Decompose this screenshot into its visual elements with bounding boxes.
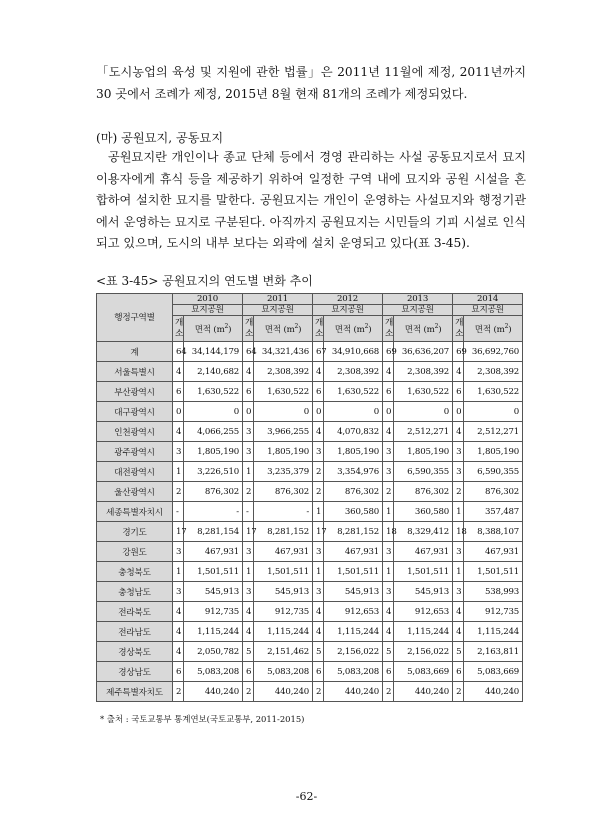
area-cell: 8,281,152 [254,522,313,542]
area-cell: 876,302 [394,482,453,502]
area-cell: 912,735 [184,602,243,622]
table-body [97,342,523,702]
count-cell: 3 [313,542,324,562]
count-cell: 1 [243,462,254,482]
area-header: 면적 $(m^2)$ [324,316,383,342]
count-header: 개 소 [453,316,464,342]
count-cell: 4 [173,362,184,382]
area-cell: 876,302 [464,482,523,502]
area-cell: 3,235,379 [254,462,313,482]
table-row [97,582,523,602]
area-cell: 1,805,190 [324,442,383,462]
count-cell: 6 [453,662,464,682]
count-cell: 69 [383,342,394,362]
area-cell: 1,115,244 [464,622,523,642]
area-cell: 1,630,522 [324,382,383,402]
count-cell: 3 [383,442,394,462]
count-header: 개 소 [313,316,324,342]
area-cell: 4,066,255 [184,422,243,442]
count-cell: 64 [173,342,184,362]
count-cell: 4 [313,422,324,442]
table-row [97,522,523,542]
area-cell: 357,487 [464,502,523,522]
count-cell: 1 [453,502,464,522]
area-cell: 1,501,511 [324,562,383,582]
year-header: 2014 [453,294,523,305]
area-cell: 2,151,462 [254,642,313,662]
area-cell: 1,805,190 [464,442,523,462]
count-cell: 3 [453,582,464,602]
region-name: 인천광역시 [97,422,173,442]
count-cell: 17 [313,522,324,542]
count-cell: 5 [383,642,394,662]
year-header: 2012 [313,294,383,305]
area-cell: 467,931 [184,542,243,562]
area-cell: 5,083,208 [254,662,313,682]
count-cell: 0 [243,402,254,422]
area-cell: 876,302 [254,482,313,502]
section-heading: (마) 공원묘지, 공동묘지 [96,131,224,145]
table-row [97,462,523,482]
area-header: 면적 $(m^2)$ [464,316,523,342]
area-cell: 1,115,244 [394,622,453,642]
area-cell: 1,630,522 [464,382,523,402]
area-cell: 3,966,255 [254,422,313,442]
region-name: 부산광역시 [97,382,173,402]
table-row [97,542,523,562]
table-row [97,562,523,582]
area-cell: 34,144,179 [184,342,243,362]
area-cell: - [254,502,313,522]
count-cell: 4 [313,622,324,642]
count-cell: 2 [313,682,324,702]
count-cell: 4 [173,622,184,642]
area-cell: 538,993 [464,582,523,602]
table-row [97,502,523,522]
area-cell: 912,735 [254,602,313,622]
region-name: 충청남도 [97,582,173,602]
area-cell: 2,512,271 [464,422,523,442]
area-cell: 1,630,522 [184,382,243,402]
area-cell: 467,931 [324,542,383,562]
table-row [97,362,523,382]
region-name: 충청북도 [97,562,173,582]
year-header: 2011 [243,294,313,305]
count-cell: 6 [173,662,184,682]
count-cell: 4 [313,602,324,622]
area-cell: 1,501,511 [184,562,243,582]
area-cell: 1,501,511 [464,562,523,582]
area-cell: 467,931 [254,542,313,562]
area-cell: 5,083,669 [464,662,523,682]
area-cell: 360,580 [394,502,453,522]
count-cell: 6 [173,382,184,402]
count-cell: 1 [383,502,394,522]
count-header: 개 소 [243,316,254,342]
area-cell: 8,281,154 [184,522,243,542]
count-cell: 3 [243,542,254,562]
count-cell: 5 [313,642,324,662]
year-header: 2010 [173,294,243,305]
subheader-cemetery-park: 묘지공원 [313,305,383,316]
count-cell: 4 [453,602,464,622]
region-name: 경기도 [97,522,173,542]
area-cell: 440,240 [184,682,243,702]
region-name: 울산광역시 [97,482,173,502]
table-row [97,422,523,442]
area-cell: 8,388,107 [464,522,523,542]
subheader-cemetery-park: 묘지공원 [453,305,523,316]
count-cell: 4 [243,622,254,642]
count-cell: 2 [243,682,254,702]
area-cell: 2,308,392 [394,362,453,382]
area-cell: 3,354,976 [324,462,383,482]
area-cell: 2,140,682 [184,362,243,382]
count-cell: 1 [243,562,254,582]
area-cell: 1,115,244 [184,622,243,642]
count-cell: 3 [313,582,324,602]
count-cell: 18 [383,522,394,542]
table-row [97,382,523,402]
count-cell: 1 [313,502,324,522]
count-header: 개 소 [383,316,394,342]
area-header: 면적 $(m^2)$ [394,316,453,342]
count-cell: 4 [453,422,464,442]
area-cell: 2,156,022 [394,642,453,662]
table-caption: <표 3-45> 공원묘지의 연도별 변화 추이 [96,274,313,288]
table-row [97,602,523,622]
area-cell: 8,281,152 [324,522,383,542]
count-cell: 3 [313,442,324,462]
count-cell: 1 [173,462,184,482]
count-cell: 4 [313,362,324,382]
region-name: 강원도 [97,542,173,562]
count-cell: 3 [173,582,184,602]
area-cell: 2,050,782 [184,642,243,662]
area-cell: 876,302 [324,482,383,502]
area-cell: 545,913 [324,582,383,602]
area-cell: 1,115,244 [254,622,313,642]
area-cell: 36,692,760 [464,342,523,362]
count-cell: 4 [243,362,254,382]
region-name: 경상북도 [97,642,173,662]
count-cell: 3 [243,582,254,602]
count-cell: 3 [453,542,464,562]
count-cell: 4 [383,422,394,442]
area-cell: 1,630,522 [394,382,453,402]
count-cell: 4 [383,622,394,642]
area-cell: 876,302 [184,482,243,502]
area-cell: 36,636,207 [394,342,453,362]
count-cell: 4 [383,362,394,382]
count-cell: 2 [173,682,184,702]
area-cell: 1,805,190 [394,442,453,462]
paragraph-park-cemetery: 공원묘지란 개인이나 종교 단체 등에서 경영 관리하는 사설 공동묘지로서 묘지 이용자에게 휴식 등을 제공하기 위하여 일정한 구역 내에 묘지와 공원 시설을 혼합하여 설치한 묘지를 말한다. 공원묘지는 개인이 운영하는 사설묘지와 행정기관에서 운영하는 묘지로 구분된다. 아직까지 공원묘지는 시민들의 기피 시설로 인식되고 있으며, 도시의 내부 보다는 외곽에 설치 운영되고 있다(표 3-45). [96,150,526,250]
count-cell: 6 [383,662,394,682]
count-cell: - [243,502,254,522]
area-cell: 5,083,208 [184,662,243,682]
count-cell: 3 [453,442,464,462]
count-cell: 3 [453,462,464,482]
area-cell: 0 [394,402,453,422]
count-cell: 6 [243,382,254,402]
count-cell: 64 [243,342,254,362]
area-cell: 912,653 [394,602,453,622]
count-cell: 67 [313,342,324,362]
area-cell: 34,910,668 [324,342,383,362]
area-cell: 2,512,271 [394,422,453,442]
table-row [97,662,523,682]
area-cell: 3,226,510 [184,462,243,482]
count-cell: 3 [243,442,254,462]
area-cell: 2,308,392 [464,362,523,382]
count-cell: 17 [243,522,254,542]
count-cell: 2 [453,682,464,702]
count-cell: 2 [383,482,394,502]
count-cell: 3 [383,462,394,482]
area-cell: 2,308,392 [254,362,313,382]
region-name: 서울특별시 [97,362,173,382]
area-header: 면적 $(m^2)$ [254,316,313,342]
area-cell: 6,590,355 [394,462,453,482]
count-cell: 1 [313,562,324,582]
count-cell: 4 [383,602,394,622]
area-cell: 1,630,522 [254,382,313,402]
count-cell: 3 [243,422,254,442]
region-name: 대구광역시 [97,402,173,422]
area-cell: 467,931 [394,542,453,562]
area-cell: 0 [324,402,383,422]
paragraph-ordinance: 「도시농업의 육성 및 지원에 관한 법률」은 2011년 11월에 제정, 2011년까지 30 곳에서 조례가 제정, 2015년 8월 현재 81개의 조례가 제정되었다. [96,65,526,101]
area-cell: 467,931 [464,542,523,562]
count-cell: 2 [313,462,324,482]
region-header: 행정구역별 [97,294,173,342]
table-row [97,342,523,362]
count-header: 개 소 [173,316,184,342]
area-cell: 2,308,392 [324,362,383,382]
table-row [97,642,523,662]
region-name: 광주광역시 [97,442,173,462]
count-cell: 17 [173,522,184,542]
count-cell: 6 [313,382,324,402]
count-cell: 1 [173,562,184,582]
count-cell: 2 [243,482,254,502]
subheader-cemetery-park: 묘지공원 [383,305,453,316]
count-cell: 4 [243,602,254,622]
area-cell: 2,156,022 [324,642,383,662]
region-name: 경상남도 [97,662,173,682]
count-cell: 2 [453,482,464,502]
count-cell: 6 [383,382,394,402]
count-cell: - [173,502,184,522]
count-cell: 0 [383,402,394,422]
area-cell: - [184,502,243,522]
count-cell: 5 [453,642,464,662]
area-cell: 545,913 [394,582,453,602]
area-cell: 440,240 [324,682,383,702]
area-cell: 440,240 [254,682,313,702]
region-name: 제주특별자치도 [97,682,173,702]
count-cell: 4 [453,362,464,382]
count-cell: 18 [453,522,464,542]
count-cell: 6 [243,662,254,682]
count-cell: 6 [313,662,324,682]
count-cell: 3 [383,582,394,602]
table-row [97,442,523,462]
area-cell: 5,083,208 [324,662,383,682]
count-cell: 4 [173,422,184,442]
area-cell: 2,163,811 [464,642,523,662]
count-cell: 3 [173,542,184,562]
count-cell: 0 [173,402,184,422]
area-cell: 360,580 [324,502,383,522]
area-cell: 0 [254,402,313,422]
area-cell: 0 [464,402,523,422]
count-cell: 69 [453,342,464,362]
subheader-cemetery-park: 묘지공원 [243,305,313,316]
count-cell: 2 [383,682,394,702]
region-name: 계 [97,342,173,362]
area-cell: 8,329,412 [394,522,453,542]
count-cell: 2 [313,482,324,502]
park-cemetery-table [96,293,523,702]
area-cell: 545,913 [254,582,313,602]
region-name: 전라남도 [97,622,173,642]
count-cell: 3 [173,442,184,462]
area-cell: 6,590,355 [464,462,523,482]
subheader-cemetery-park: 묘지공원 [173,305,243,316]
area-cell: 34,321,436 [254,342,313,362]
region-name: 전라북도 [97,602,173,622]
area-cell: 440,240 [394,682,453,702]
area-cell: 1,115,244 [324,622,383,642]
area-cell: 5,083,669 [394,662,453,682]
year-header: 2013 [383,294,453,305]
area-cell: 545,913 [184,582,243,602]
table-row [97,482,523,502]
table-header [97,294,523,342]
count-cell: 0 [453,402,464,422]
area-cell: 1,501,511 [254,562,313,582]
region-name: 세종특별자치시 [97,502,173,522]
area-cell: 4,070,832 [324,422,383,442]
count-cell: 2 [173,482,184,502]
table-row [97,622,523,642]
area-header: 면적 $(m^2)$ [184,316,243,342]
count-cell: 1 [453,562,464,582]
region-name: 대전광역시 [97,462,173,482]
count-cell: 3 [383,542,394,562]
area-cell: 912,653 [324,602,383,622]
page-number: -62- [295,790,318,803]
area-cell: 1,805,190 [254,442,313,462]
area-cell: 0 [184,402,243,422]
area-cell: 1,501,511 [394,562,453,582]
area-cell: 440,240 [464,682,523,702]
count-cell: 4 [453,622,464,642]
source-note: * 출처 : 국토교통부 통계연보(국토교통부, 2011-2015) [100,714,305,724]
area-cell: 912,735 [464,602,523,622]
count-cell: 5 [243,642,254,662]
table-row [97,402,523,422]
count-cell: 6 [453,382,464,402]
count-cell: 1 [383,562,394,582]
area-cell: 1,805,190 [184,442,243,462]
count-cell: 0 [313,402,324,422]
count-cell: 4 [173,642,184,662]
table-row [97,682,523,702]
count-cell: 4 [173,602,184,622]
